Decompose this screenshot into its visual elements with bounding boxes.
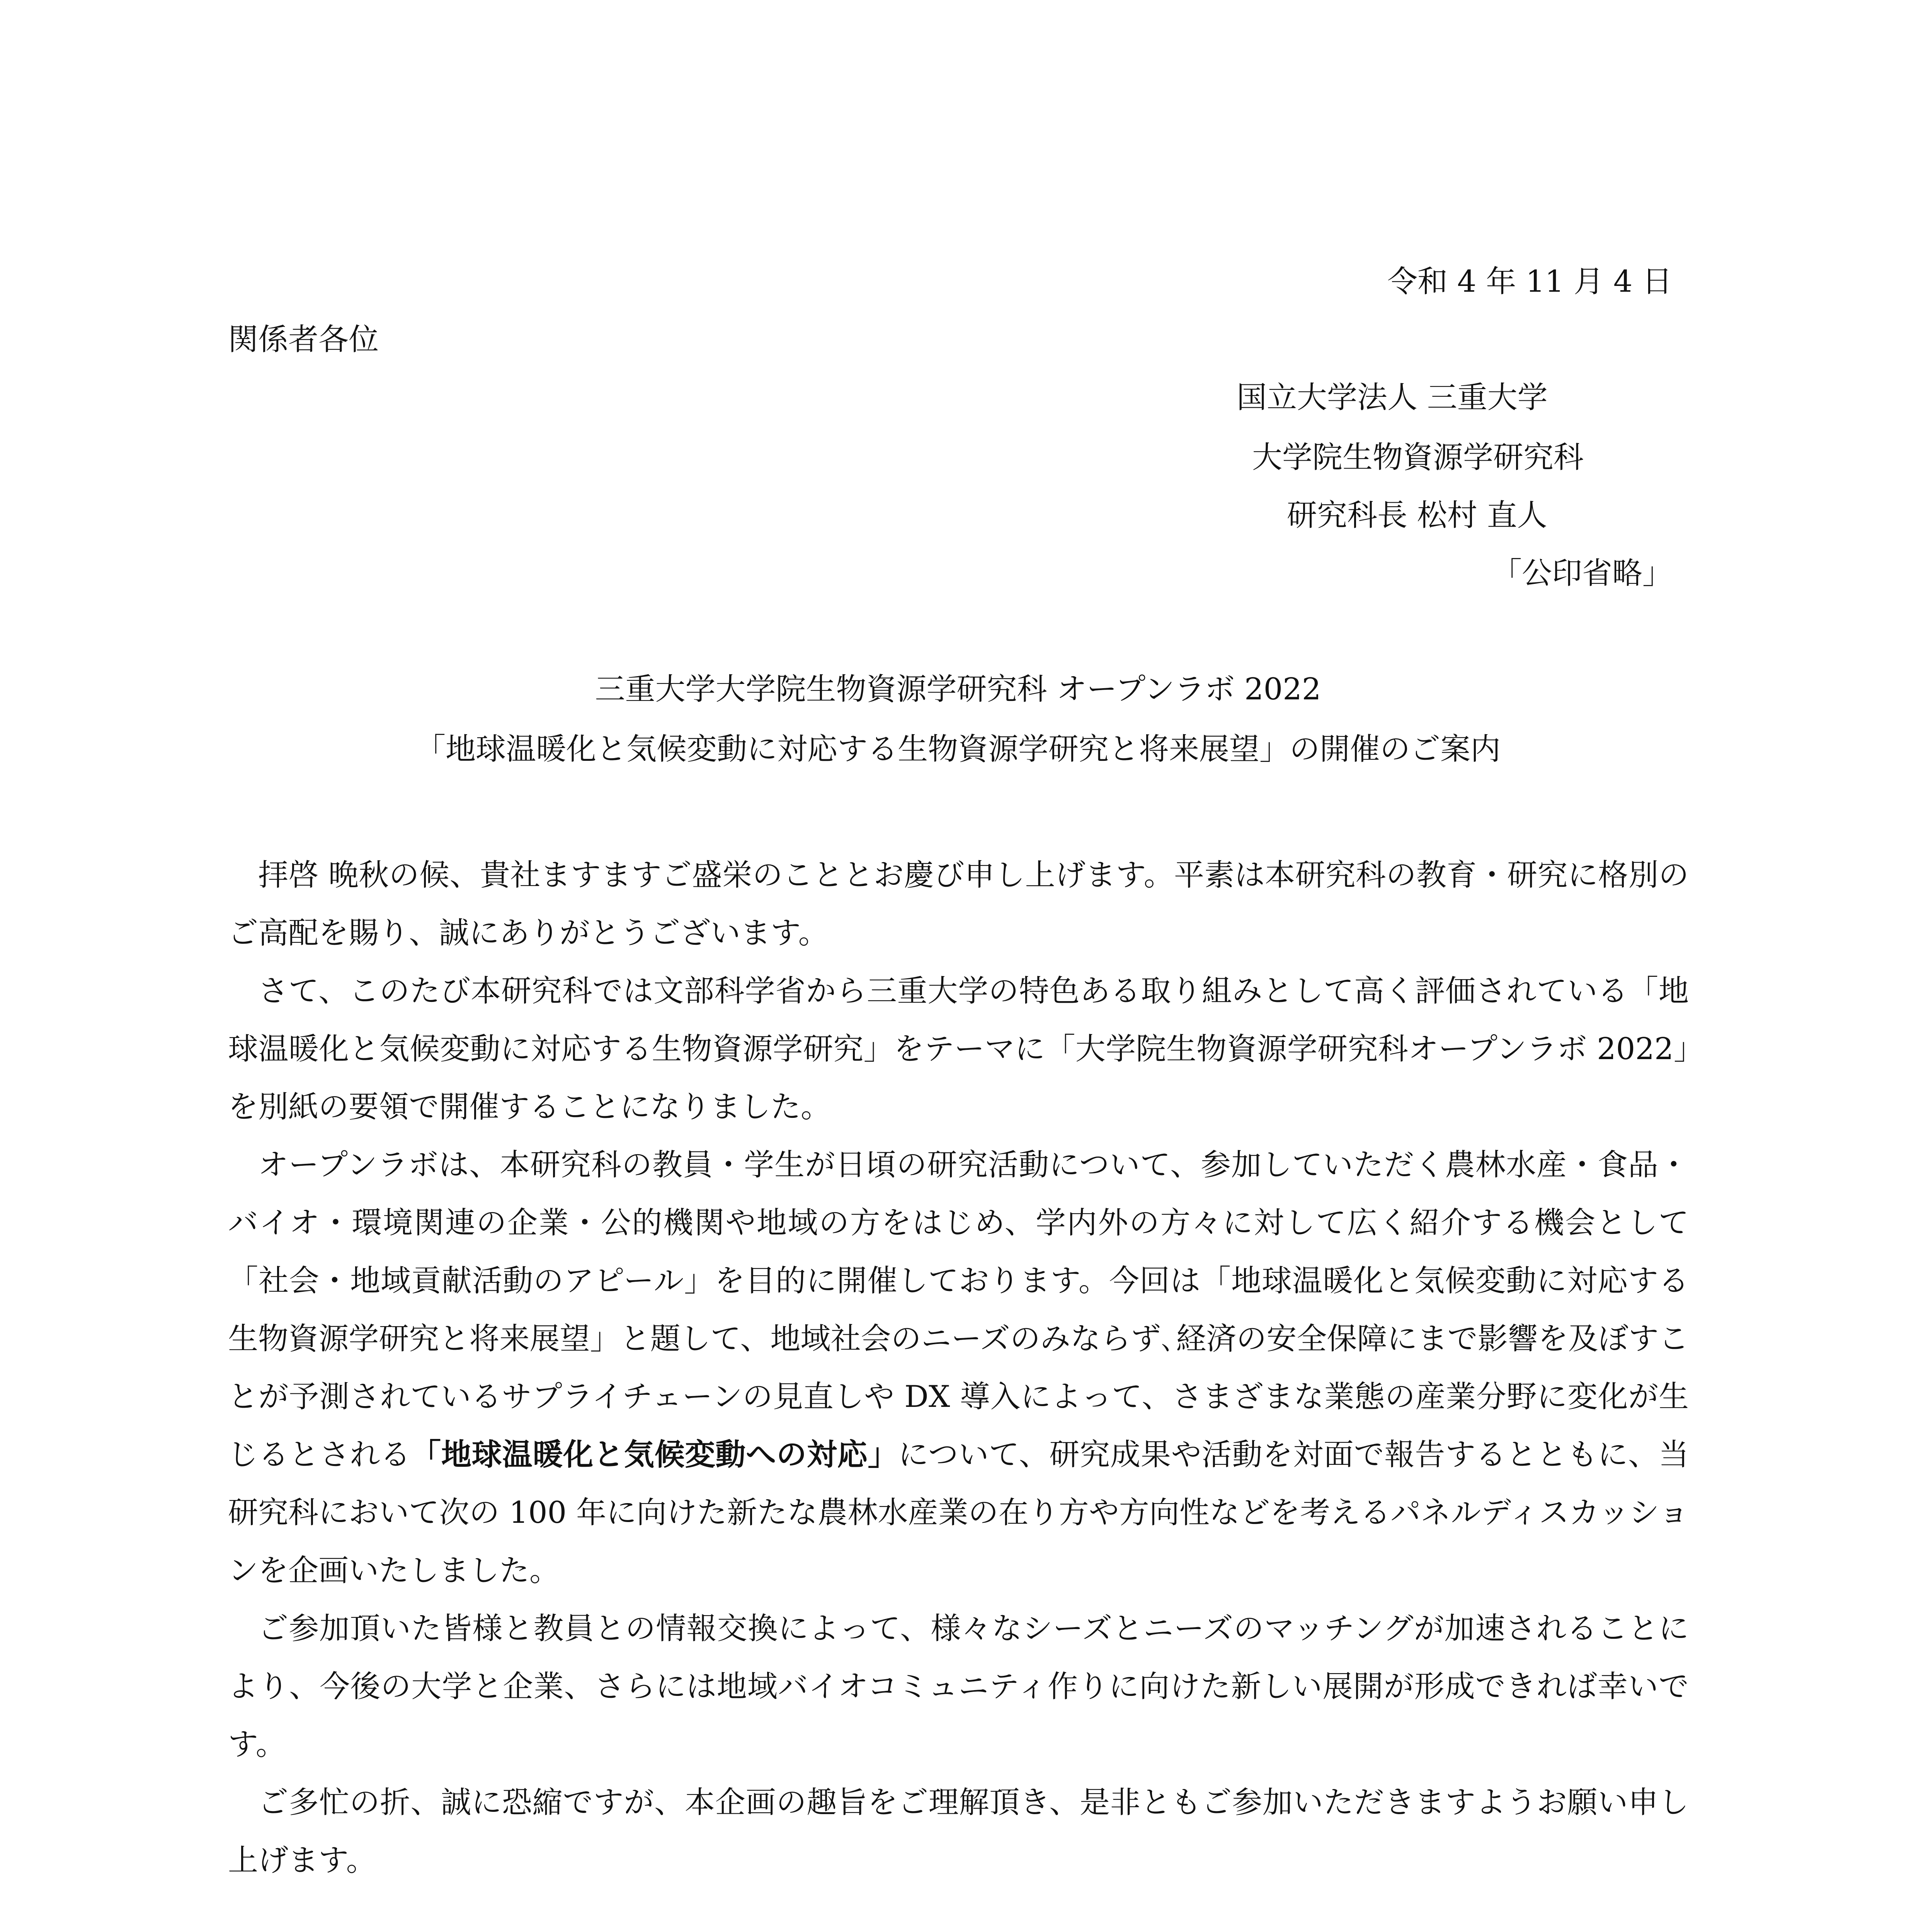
letter-body [228, 846, 1689, 1889]
addressee: 関係者各位 [228, 322, 379, 357]
body-paragraph-announcement: さて、このたび本研究科では文部科学省から三重大学の特色ある取り組みとして高く評価されている「地球温暖化と気候変動に対応する生物資源学研究」をテーマに「大学院生物資源学研究科オープンラボ 2022」を別紙の要領で開催することになりました。 [228, 974, 1689, 1124]
letter-date: 令和 4 年 11 月 4 日 [1387, 264, 1673, 299]
open-lab-text-after: について、研究成果や活動を対面で報告するとともに、当研究科において次の 100 年に向けた新たな農林水産業の在り方や方向性などを考えるパネルディスカッションを企画いたしました。 [228, 1437, 1689, 1588]
issuer-organization: 国立大学法人 三重大学 [1237, 380, 1548, 415]
open-lab-text-before: オープンラボは、本研究科の教員・学生が日頃の研究活動について、参加していただく農林水産・食品・バイオ・環境関連の企業・公的機関や地域の方をはじめ、学内外の方々に対して広く紹介する機会として「社会・地域貢献活動のアピール」を目的に開催しております。今回は「地球温暖化と気候変動に対応する生物資源学研究と将来展望」と題して、地域社会のニーズのみならず､経済の安全保障にまで影響を及ぼすことが予測されているサプライチェーンの見直しや DX 導入によって、さまざまな業態の産業分野に変化が生じるとされる [228, 1148, 1689, 1472]
body-paragraph-open-lab [228, 1136, 1689, 1600]
letter-title-line-1: 三重大学大学院生物資源学研究科 オープンラボ 2022 [595, 672, 1321, 707]
issuer-name: 研究科長 松村 直人 [1287, 498, 1547, 533]
seal-omitted-note: 「公印省略」 [1492, 556, 1673, 591]
open-lab-emphasis: 「地球温暖化と気候変動への対応」 [411, 1437, 898, 1472]
body-paragraph-request: ご多忙の折、誠に恐縮ですが、本企画の趣旨をご理解頂き、是非ともご参加いただきますようお願い申し上げます。 [228, 1785, 1689, 1878]
body-paragraph-greeting: 拝啓 晩秋の候、貴社ますますご盛栄のこととお慶び申し上げます。平素は本研究科の教育・研究に格別のご高配を賜り、誠にありがとうございます。 [228, 858, 1689, 951]
letter-title-line-2: 「地球温暖化と気候変動に対応する生物資源学研究と将来展望」の開催のご案内 [415, 732, 1501, 767]
body-paragraph-hope: ご参加頂いた皆様と教員との情報交換によって、様々なシーズとニーズのマッチングが加速されることにより、今後の大学と企業、さらには地域バイオコミュニティ作りに向けた新しい展開が形成できれば幸いです。 [228, 1611, 1689, 1762]
issuer-department: 大学院生物資源学研究科 [1252, 440, 1584, 475]
